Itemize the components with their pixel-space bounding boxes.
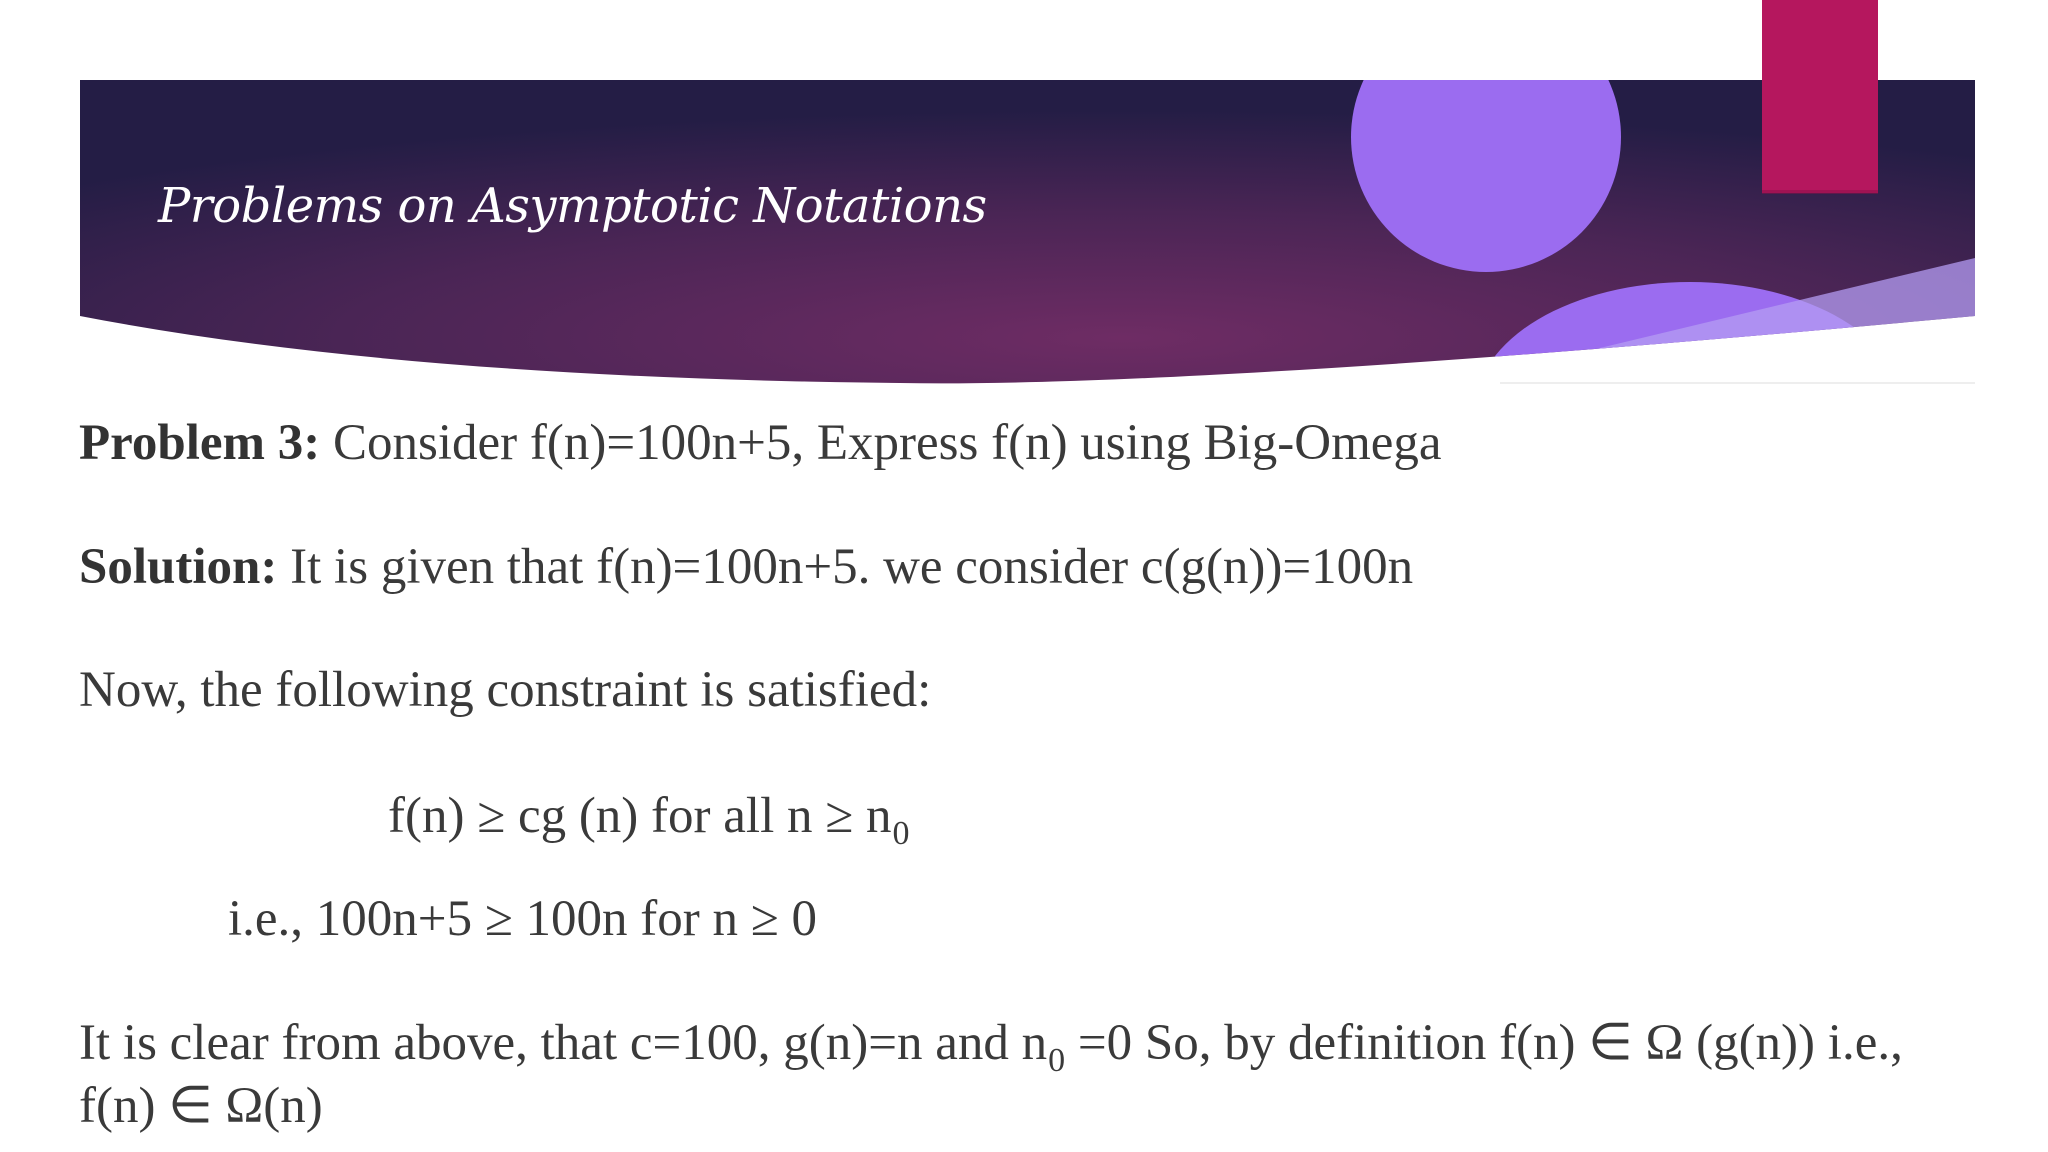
solution-statement: [79, 538, 1413, 596]
problem-label: Problem 3:: [79, 415, 321, 471]
conclusion-part2: =0 So, by definition f(n) ∈ Ω (g(n)) i.e.,: [1065, 1015, 1903, 1071]
constraint-subscript: 0: [892, 815, 910, 852]
solution-text: It is given that f(n)=100n+5. we consider c(g(n))=100n: [277, 539, 1414, 595]
solution-label: Solution:: [79, 539, 278, 595]
conclusion-line-2: f(n) ∈ Ω(n): [79, 1078, 323, 1134]
conclusion-part1: It is clear from above, that c=100, g(n)=n and n: [79, 1015, 1048, 1071]
constraint-formula: [388, 787, 910, 852]
conclusion-subscript: 0: [1048, 1042, 1066, 1079]
pink-tab: [1762, 0, 1878, 193]
slide-title: Problems on Asymptotic Notations: [158, 178, 987, 234]
problem-statement: [79, 414, 1442, 472]
problem-text: Consider f(n)=100n+5, Express f(n) using Big-Omega: [320, 415, 1442, 471]
pink-tab-shadow: [1762, 190, 1878, 194]
constraint-intro: Now, the following constraint is satisfied:: [79, 662, 932, 718]
constraint-text: f(n) ≥ cg (n) for all n ≥ n: [388, 788, 892, 844]
conclusion-line-1: [79, 1013, 1903, 1079]
ie-formula: i.e., 100n+5 ≥ 100n for n ≥ 0: [228, 891, 818, 947]
decorative-circle-top: [1351, 2, 1621, 272]
